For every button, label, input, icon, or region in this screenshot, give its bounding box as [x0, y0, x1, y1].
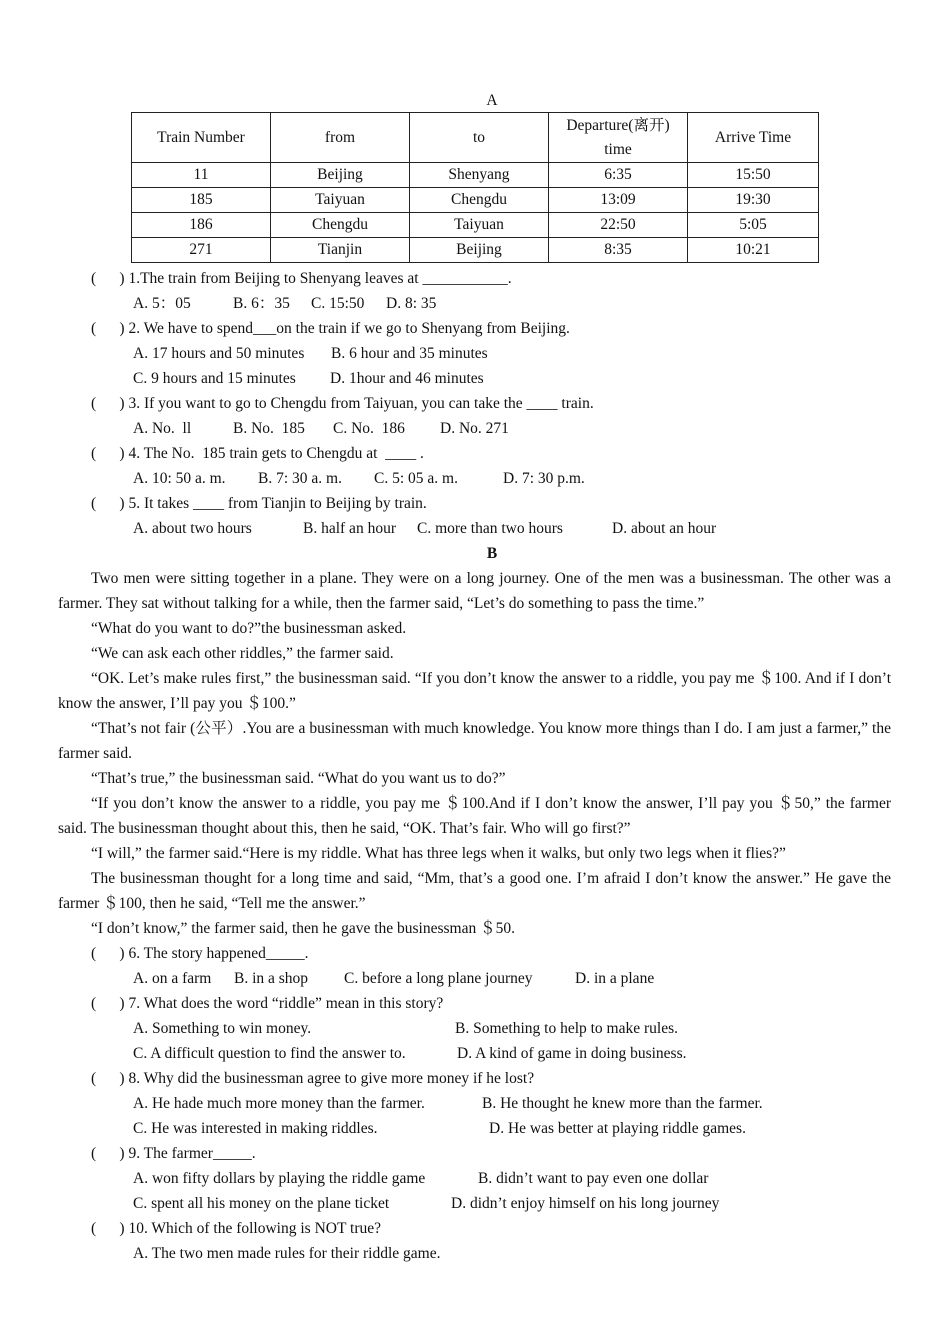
question-3-stem: ( ) 3. If you want to go to Chengdu from Taiyuan, you can take the ____ train. [91, 395, 594, 412]
table-cell: 10:21 [688, 238, 819, 263]
question-5-option-c: C. more than two hours [417, 520, 563, 537]
question-7-option-d: D. A kind of game in doing business. [457, 1045, 687, 1062]
question-8-option-a: A. He hade much more money than the farmer. [133, 1095, 425, 1112]
question-3-option-b: B. No. 185 [233, 420, 305, 437]
story-paragraph: “If you don’t know the answer to a riddle, you pay me ＄100.And if I don’t know the answer, I’ll pay you ＄50,” the farmer said. The businessman thought about this, then he said, “OK. That’s fair. Who will go first?” [58, 795, 891, 837]
section-a-heading: A [486, 92, 498, 109]
table-cell: 15:50 [688, 163, 819, 188]
table-cell: 11 [132, 163, 271, 188]
question-6-option-c: C. before a long plane journey [344, 970, 533, 987]
question-7-option-c: C. A difficult question to find the answer to. [133, 1045, 406, 1062]
question-9-option-b: B. didn’t want to pay even one dollar [478, 1170, 709, 1187]
question-8-option-c: C. He was interested in making riddles. [133, 1120, 378, 1137]
question-4-stem: ( ) 4. The No. 185 train gets to Chengdu at ____ . [91, 445, 424, 462]
question-9-option-c: C. spent all his money on the plane ticket [133, 1195, 390, 1212]
table-row [132, 163, 819, 188]
story-paragraph: “OK. Let’s make rules first,” the businessman said. “If you don’t know the answer to a riddle, you pay me ＄100. And if I don’t know the answer, I’ll pay you ＄100.” [58, 670, 891, 712]
question-1-option-d: D. 8: 35 [386, 295, 437, 312]
table-cell: 8:35 [549, 238, 688, 263]
question-2-option-a: A. 17 hours and 50 minutes [133, 345, 305, 362]
header-train-number: Train Number [132, 113, 271, 163]
question-1-option-c: C. 15:50 [311, 295, 365, 312]
question-2-option-c: C. 9 hours and 15 minutes [133, 370, 296, 387]
question-2-option-d: D. 1hour and 46 minutes [330, 370, 484, 387]
question-6-option-b: B. in a shop [234, 970, 309, 987]
table-cell: Tianjin [271, 238, 410, 263]
question-4-option-c: C. 5: 05 a. m. [374, 470, 458, 487]
story-paragraph: “That’s true,” the businessman said. “What do you want us to do?” [91, 770, 506, 787]
header-arrive-time: Arrive Time [688, 113, 819, 163]
table-cell: Beijing [410, 238, 549, 263]
question-4-option-b: B. 7: 30 a. m. [258, 470, 342, 487]
header-from: from [271, 113, 410, 163]
question-8-option-b: B. He thought he knew more than the farmer. [482, 1095, 763, 1112]
table-cell: 19:30 [688, 188, 819, 213]
question-2-option-b: B. 6 hour and 35 minutes [331, 345, 488, 362]
table-cell: 5:05 [688, 213, 819, 238]
table-cell: 6:35 [549, 163, 688, 188]
table-cell: Beijing [271, 163, 410, 188]
question-7-option-b: B. Something to help to make rules. [455, 1020, 679, 1037]
story-paragraph: “We can ask each other riddles,” the farmer said. [91, 645, 394, 662]
question-7-option-a: A. Something to win money. [133, 1020, 312, 1037]
question-9-option-a: A. won fifty dollars by playing the riddle game [133, 1170, 426, 1187]
story-paragraph: The businessman thought for a long time and said, “Mm, that’s a good one. I’m afraid I don’t know the answer.” He gave the farmer ＄100, then he said, “Tell me the answer.” [58, 870, 891, 912]
question-1-option-a: A. 5：05 [133, 295, 191, 312]
table-cell: Chengdu [410, 188, 549, 213]
question-5-option-b: B. half an hour [303, 520, 396, 537]
table-cell: Taiyuan [410, 213, 549, 238]
story-paragraph: “That’s not fair (公平）.You are a businessman with much knowledge. You know more things than I do. I am just a farmer,” the farmer said. [58, 720, 891, 762]
question-2-stem: ( ) 2. We have to spend___on the train if we go to Shenyang from Beijing. [91, 320, 570, 337]
question-8-stem: ( ) 8. Why did the businessman agree to give more money if he lost? [91, 1070, 535, 1087]
question-9-option-d: D. didn’t enjoy himself on his long journey [451, 1195, 720, 1212]
header-departure-line2: time [604, 140, 632, 158]
question-5-option-a: A. about two hours [133, 520, 252, 537]
table-cell: 186 [132, 213, 271, 238]
question-3-option-c: C. No. 186 [333, 420, 405, 437]
question-4-option-d: D. 7: 30 p.m. [503, 470, 585, 487]
question-5-option-d: D. about an hour [612, 520, 717, 537]
question-1-stem: ( ) 1.The train from Beijing to Shenyang leaves at ___________. [91, 270, 512, 287]
table-cell: 22:50 [549, 213, 688, 238]
question-6-option-d: D. in a plane [575, 970, 655, 987]
question-6-option-a: A. on a farm [133, 970, 212, 987]
question-1-option-b: B. 6：35 [233, 295, 290, 312]
table-cell: 185 [132, 188, 271, 213]
question-9-stem: ( ) 9. The farmer_____. [91, 1145, 256, 1162]
story-paragraph: Two men were sitting together in a plane. They were on a long journey. One of the men was a businessman. The other was a farmer. They sat without talking for a while, then the farmer said, “Let’s do something to pass the time.” [58, 570, 891, 612]
question-6-stem: ( ) 6. The story happened_____. [91, 945, 309, 962]
story-paragraph: “I will,” the farmer said.“Here is my riddle. What has three legs when it walks, but only two legs when it flies?” [91, 845, 786, 862]
question-5-stem: ( ) 5. It takes ____ from Tianjin to Beijing by train. [91, 495, 427, 512]
question-3-option-a: A. No. ll [133, 420, 192, 437]
question-8-option-d: D. He was better at playing riddle games. [489, 1120, 746, 1137]
section-b-heading: B [486, 545, 498, 562]
story-paragraph: “I don’t know,” the farmer said, then he gave the businessman ＄50. [91, 920, 515, 937]
question-10-option-a: A. The two men made rules for their riddle game. [133, 1245, 441, 1262]
table-cell: Shenyang [410, 163, 549, 188]
header-departure [549, 113, 688, 163]
header-departure-line1: Departure(离开) [566, 116, 670, 134]
table-cell: 271 [132, 238, 271, 263]
question-7-stem: ( ) 7. What does the word “riddle” mean in this story? [91, 995, 444, 1012]
train-timetable [131, 112, 819, 263]
table-row [132, 213, 819, 238]
table-cell: 13:09 [549, 188, 688, 213]
table-row [132, 188, 819, 213]
question-4-option-a: A. 10: 50 a. m. [133, 470, 226, 487]
question-10-stem: ( ) 10. Which of the following is NOT true? [91, 1220, 381, 1237]
table-row [132, 238, 819, 263]
table-cell: Taiyuan [271, 188, 410, 213]
question-3-option-d: D. No. 271 [440, 420, 509, 437]
header-to: to [410, 113, 549, 163]
table-cell: Chengdu [271, 213, 410, 238]
story-paragraph: “What do you want to do?”the businessman asked. [91, 620, 407, 637]
